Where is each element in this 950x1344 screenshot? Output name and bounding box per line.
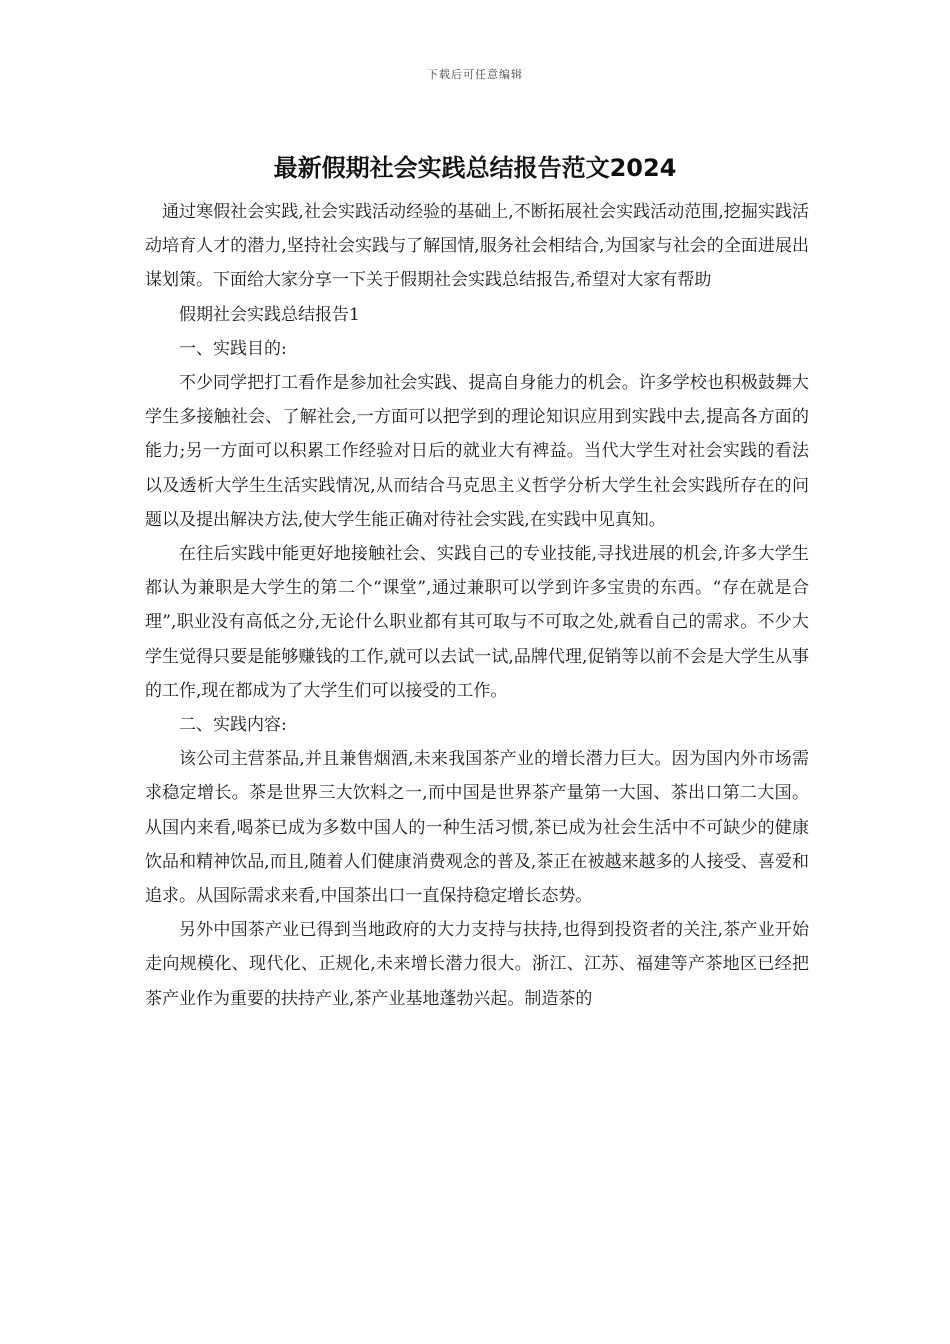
body-paragraph: 在往后实践中能更好地接触社会、实践自己的专业技能,寻找进展的机会,许多大学生都认为兼职是大学生的第二个“课堂”,通过兼职可以学到许多宝贵的东西。“存在就是合理”,职业没有高低之分,无论什么职业都有其可取与不可取之处,就看自己的需求。不少大学生觉得只要是能够赚钱的工作,就可以去试一试,品牌代理,促销等以前不会是大学生从事的工作,现在都成为了大学生们可以接受的工作。 [145, 544, 809, 701]
body-paragraph: 该公司主营茶品,并且兼售烟酒,未来我国茶产业的增长潜力巨大。因为国内外市场需求稳定增长。茶是世界三大饮料之一,而中国是世界茶产量第一大国、茶出口第二大国。从国内来看,喝茶已成为多数中国人的一种生活习惯,茶已成为社会生活中不可缺少的健康饮品和精神饮品,而且,随着人们健康消费观念的普及,茶正在被越来越多的人接受、喜爱和追求。从国际需求来看,中国茶出口一直保持稳定增长态势。 [145, 749, 809, 907]
body-paragraph: 另外中国茶产业已得到当地政府的大力支持与扶持,也得到投资者的关注,茶产业开始走向规模化、现代化、正规化,未来增长潜力很大。浙江、江苏、福建等产茶地区已经把茶产业作为重要的扶持产业,茶产业基地蓬勃兴起。制造茶的 [145, 920, 809, 1009]
section-heading-report-1: 假期社会实践总结报告1 [179, 304, 360, 325]
document-title: 最新假期社会实践总结报告范文2024 [273, 154, 677, 182]
section-heading-content: 二、实践内容: [179, 715, 287, 736]
document-body [145, 195, 809, 1016]
body-paragraph: 不少同学把打工看作是参加社会实践、提高自身能力的机会。许多学校也积极鼓舞大学生多接触社会、了解社会,一方面可以把学到的理论知识应用到实践中去,提高各方面的能力;另一方面可以积累工作经验对日后的就业大有裨益。当代大学生对社会实践的看法以及透析大学生生活实践情况,从而结合马克思主义哲学分析大学生社会实践所存在的问题以及提出解决方法,使大学生能正确对待社会实践,在实践中见真知。 [145, 373, 809, 530]
section-heading-purpose: 一、实践目的: [179, 338, 287, 359]
intro-paragraph: 通过寒假社会实践,社会实践活动经验的基础上,不断拓展社会实践活动范围,挖掘实践活动培育人才的潜力,坚持社会实践与了解国情,服务社会相结合,为国家与社会的全面进展出谋划策。下面给大家分享一下关于假期社会实践总结报告,希望对大家有帮助 [145, 202, 809, 291]
header-note: 下载后可任意编辑 [427, 68, 523, 81]
